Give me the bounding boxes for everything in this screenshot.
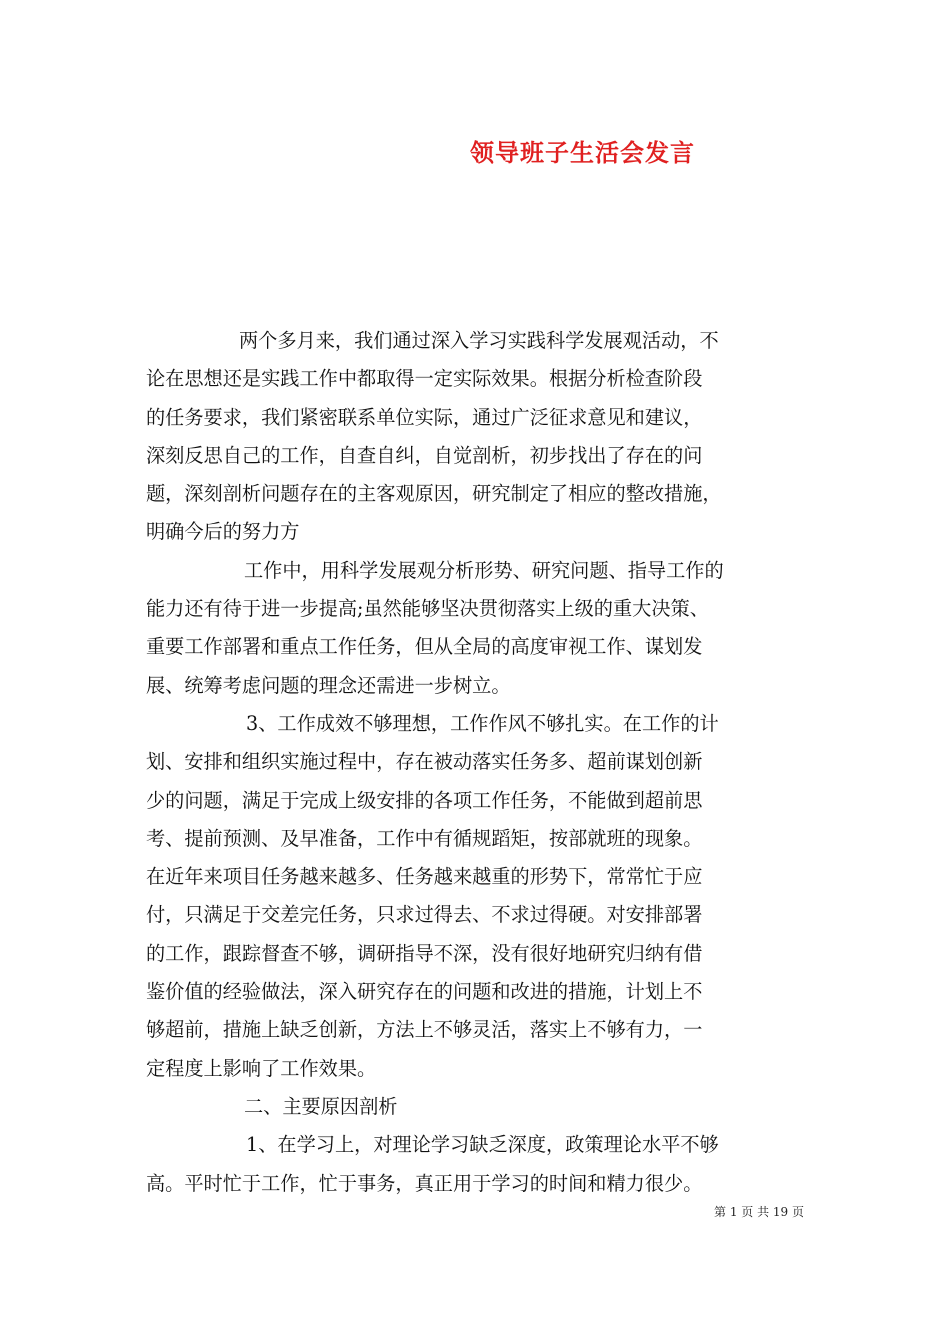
document-body [146,322,808,1203]
text-line: 两个多月来，我们通过深入学习实践科学发展观活动，不 [239,329,719,352]
text-line: 高。平时忙于工作，忙于事务，真正用于学习的时间和精力很少。 [146,1171,703,1195]
text-line: 重要工作部署和重点工作任务，但从全局的高度审视工作、谋划发 [146,635,703,659]
page-footer: 第 1 页 共 19 页 [714,1205,804,1219]
text-line: 能力还有待于进一步提高;虽然能够坚决贯彻落实上级的重大决策、 [146,597,709,621]
text-line: 展、统筹考虑问题的理念还需进一步树立。 [146,673,511,697]
text-line: 在近年来项目任务越来越多、任务越来越重的形势下，常常忙于应 [146,865,703,889]
text-line: 够超前，措施上缺乏创新，方法上不够灵活，落实上不够有力，一 [146,1018,703,1042]
text-line: 付，只满足于交差完任务，只求过得去、不求过得硬。对安排部署 [146,903,703,927]
text-line: 鉴价值的经验做法，深入研究存在的问题和改进的措施，计划上不 [146,980,703,1004]
text-line: 1、在学习上，对理论学习缺乏深度，政策理论水平不够 [246,1133,719,1157]
text-line: 工作中，用科学发展观分析形势、研究问题、指导工作的 [244,558,724,582]
text-line: 论在思想还是实践工作中都取得一定实际效果。根据分析检查阶段 [146,367,703,391]
document-title: 领导班子生活会发言 [470,138,695,167]
text-line: 考、提前预测、及早准备，工作中有循规蹈矩，按部就班的现象。 [146,826,703,850]
text-line: 深刻反思自己的工作，自查自纠，自觉剖析，初步找出了存在的问 [146,443,703,467]
text-line: 题，深刻剖析问题存在的主客观原因，研究制定了相应的整改措施， [146,482,722,506]
text-line: 的工作，跟踪督查不够，调研指导不深，没有很好地研究归纳有借 [146,941,703,965]
text-line: 明确今后的努力方 [146,520,300,544]
text-line: 二、主要原因剖析 [244,1094,398,1118]
text-line: 少的问题，满足于完成上级安排的各项工作任务，不能做到超前思 [146,788,703,812]
text-line: 的任务要求，我们紧密联系单位实际，通过广泛征求意见和建议， [146,405,703,429]
text-line: 3、工作成效不够理想，工作作风不够扎实。在工作的计 [246,711,719,735]
text-line: 定程度上影响了工作效果。 [146,1056,377,1080]
text-line: 划、安排和组织实施过程中，存在被动落实任务多、超前谋划创新 [146,750,703,774]
